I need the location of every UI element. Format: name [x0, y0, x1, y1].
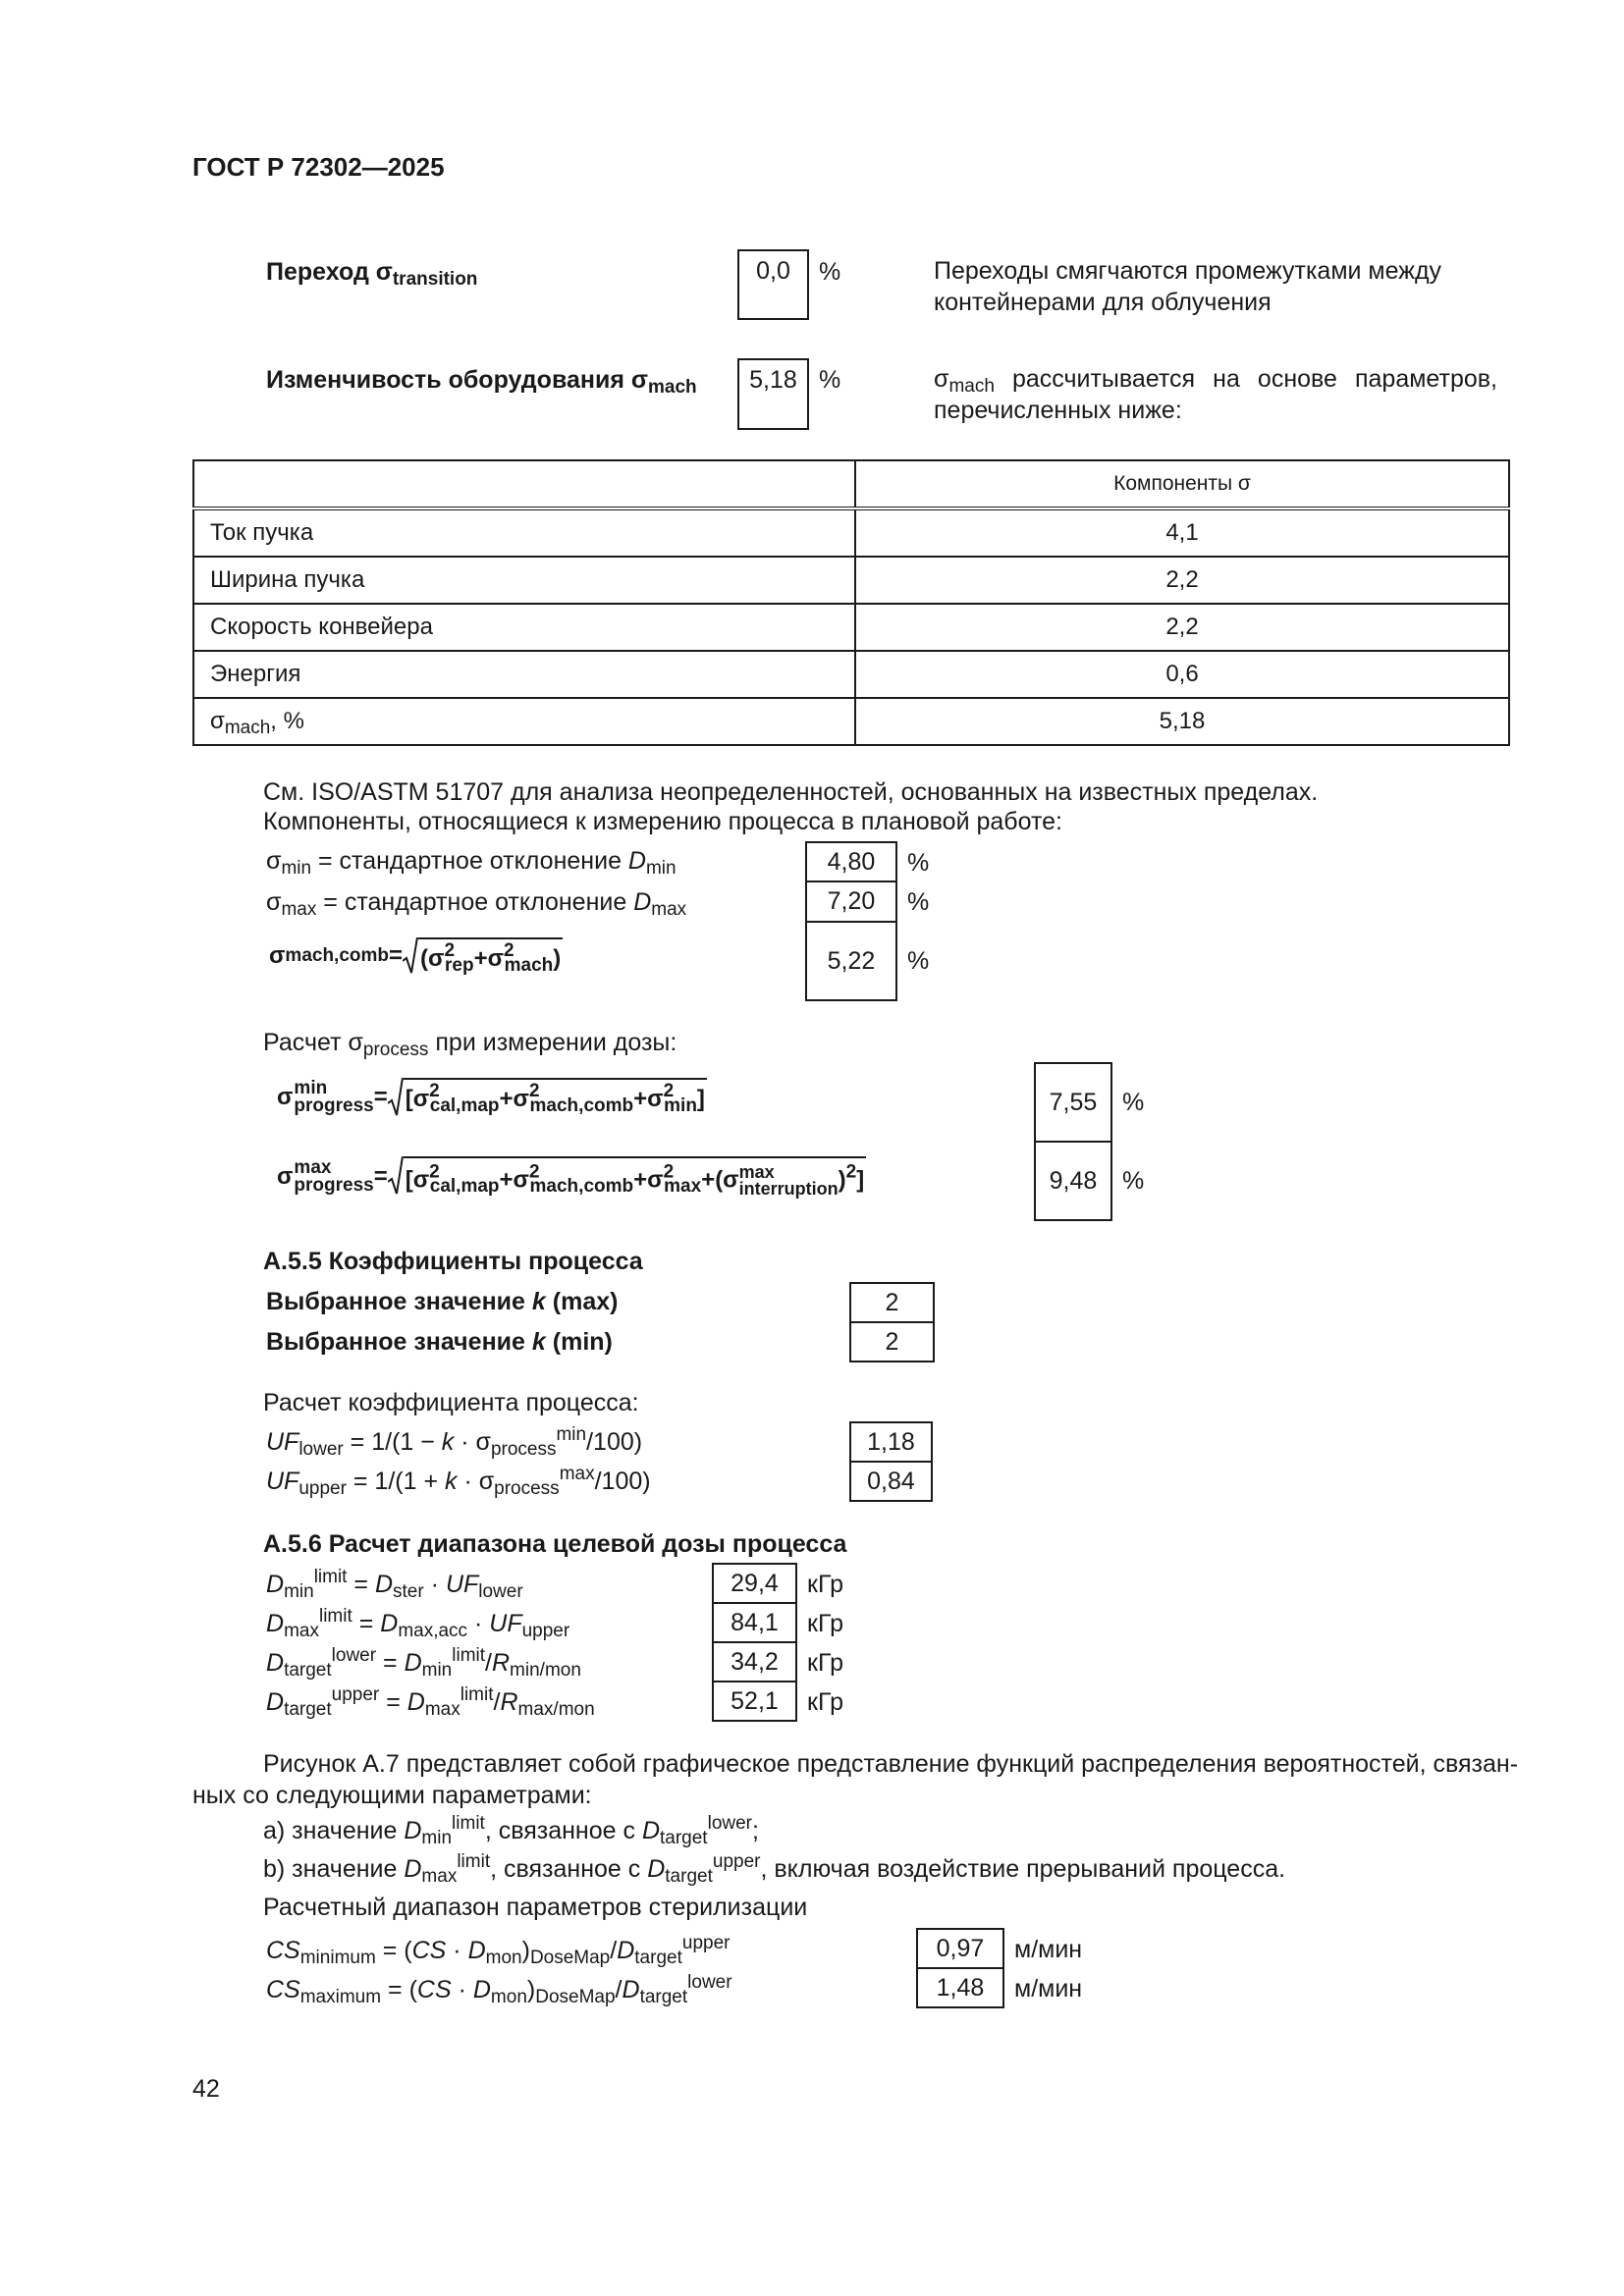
d-min-limit-value-box: 29,4 — [712, 1563, 797, 1604]
components-table — [192, 459, 1510, 746]
item-a: a) значение $D_{min}^{limit}$, связанное с $D_{target}^{lower}$; — [263, 1813, 759, 1848]
d-target-lower-unit: кГр — [807, 1649, 843, 1677]
figure-paragraph-line1: Рисунок А.7 представляет собой графическое представление функций распределения вероятностей, связан- — [263, 1750, 1519, 1778]
section-a55-heading: А.5.5 Коэффициенты процесса — [263, 1248, 643, 1275]
table-row — [193, 651, 1509, 698]
d-target-upper-unit: кГр — [807, 1688, 843, 1716]
d-min-limit-formula: $D_{min}^{limit} = D_{ster} \cdot UF_{lower}$ — [266, 1567, 523, 1602]
progress-min-value-box: 7,55 — [1034, 1062, 1112, 1143]
sigma-min-unit: % — [907, 849, 930, 877]
mach-label: Изменчивость оборудования $\sigma_{mach}$ — [266, 366, 697, 398]
sqrt-icon — [388, 1078, 404, 1117]
table-header-row — [193, 460, 1509, 508]
sigma-max-definition: $\sigma_{max}$ = стандартное отклонение $D_{max}$ — [266, 888, 687, 920]
progress-min-formula: σ min progress = $[\sigma^2_{cal,map}+\sigma^2_{mach,comb}+\sigma^2_{min}]$ — [277, 1078, 705, 1116]
range-title: Расчетный диапазон параметров стерилизации — [263, 1894, 808, 1921]
table-header-components: Компоненты σ — [855, 460, 1509, 508]
components-note: Компоненты, относящиеся к измерению процесса в плановой работе: — [263, 808, 1062, 835]
d-max-limit-value-box: 84,1 — [712, 1602, 797, 1643]
d-target-upper-formula: $D_{target}^{upper} = D_{max}^{limit}/R_{max/mon}$ — [266, 1684, 595, 1720]
uf-upper-formula: $UF_{upper} = 1/(1 + k \cdot \sigma_{process}^{max}/100)$ — [266, 1464, 651, 1499]
d-target-lower-value-box: 34,2 — [712, 1641, 797, 1682]
mach-unit: % — [819, 366, 841, 394]
table-row — [193, 604, 1509, 651]
mach-comb-formula: σ mach,comb = $(\sigma^2_{rep}+\sigma^2_{mach})$ — [269, 937, 563, 975]
d-max-limit-formula: $D_{max}^{limit} = D_{max,acc} \cdot UF_{upper}$ — [266, 1606, 570, 1641]
mach-comb-value-box: 5,22 — [805, 921, 897, 1001]
d-min-limit-unit: кГр — [807, 1571, 843, 1598]
row-value: 2,2 — [855, 604, 1509, 651]
sigma-max-value-box: 7,20 — [805, 881, 897, 923]
k-max-label: Выбранное значение k (max) — [266, 1288, 619, 1315]
sigma-max-unit: % — [907, 888, 930, 916]
table-row — [193, 557, 1509, 604]
d-max-limit-unit: кГр — [807, 1610, 843, 1637]
cs-minimum-formula: $CS_{minimum} = (CS \cdot D_{mon})_{DoseMap}/D_{target}^{upper}$ — [266, 1933, 731, 1968]
transition-value-box: 0,0 — [737, 249, 809, 320]
transition-note: Переходы смягчаются промежутками между контейнерами для облучения — [934, 257, 1442, 316]
uf-upper-value-box: 0,84 — [849, 1461, 933, 1502]
row-label: Ширина пучка — [193, 557, 855, 604]
table-row — [193, 508, 1509, 557]
section-a56-heading: А.5.6 Расчет диапазона целевой дозы процесса — [263, 1530, 847, 1558]
row-label: Ток пучка — [193, 508, 855, 557]
sqrt-icon — [403, 937, 418, 975]
k-min-value-box: 2 — [849, 1321, 935, 1362]
progress-max-formula: σ max progress = [$\sigma^2_{cal,map}+\sigma^2_{mach,comb}+\sigma^2_{max}+(\sigma$ max interruption )$^2$] — [277, 1157, 865, 1199]
mach-comb-unit: % — [907, 947, 930, 975]
cs-maximum-unit: м/мин — [1014, 1975, 1083, 2002]
row-label: Скорость конвейера — [193, 604, 855, 651]
coef-calc-title: Расчет коэффициента процесса: — [263, 1389, 639, 1416]
row-label: Энергия — [193, 651, 855, 698]
transition-label: Переход $\sigma_{transition}$ — [266, 258, 478, 290]
row-label: $\sigma_{mach}$, % — [193, 698, 855, 745]
page-number: 42 — [192, 2075, 220, 2103]
k-max-value-box: 2 — [849, 1282, 935, 1323]
row-value: 0,6 — [855, 651, 1509, 698]
transition-unit: % — [819, 258, 841, 286]
row-value: 2,2 — [855, 557, 1509, 604]
sqrt-icon — [388, 1156, 404, 1196]
sigma-min-value-box: 4,80 — [805, 841, 897, 882]
mach-note: $\sigma_{mach}$ рассчитывается на основе параметров, перечисленных ниже: — [934, 365, 1497, 424]
uf-lower-formula: $UF_{lower} = 1/(1 - k \cdot \sigma_{process}^{min}/100)$ — [266, 1424, 643, 1460]
document-code: ГОСТ Р 72302—2025 — [192, 152, 445, 182]
d-target-upper-value-box: 52,1 — [712, 1681, 797, 1722]
row-value: 4,1 — [855, 508, 1509, 557]
cs-minimum-unit: м/мин — [1014, 1936, 1083, 1963]
table-row-total — [193, 698, 1509, 745]
progress-min-unit: % — [1122, 1089, 1145, 1116]
figure-paragraph-line2: ных со следующими параметрами: — [192, 1782, 592, 1809]
uf-lower-value-box: 1,18 — [849, 1421, 933, 1463]
d-target-lower-formula: $D_{target}^{lower} = D_{min}^{limit}/R_{min/mon}$ — [266, 1645, 581, 1681]
progress-max-unit: % — [1122, 1167, 1145, 1195]
row-value: 5,18 — [855, 698, 1509, 745]
cs-maximum-value-box: 1,48 — [916, 1967, 1004, 2008]
mach-value-box: 5,18 — [737, 358, 809, 430]
iso-note: См. ISO/ASTM 51707 для анализа неопределенностей, основанных на известных пределах. — [263, 778, 1319, 806]
process-calc-title: Расчет $\sigma_{process}$ при измерении дозы: — [263, 1029, 677, 1060]
sigma-min-definition: $\sigma_{min}$ = стандартное отклонение $D_{min}$ — [266, 847, 677, 879]
progress-max-value-box: 9,48 — [1034, 1141, 1112, 1221]
cs-minimum-value-box: 0,97 — [916, 1928, 1004, 1969]
item-b: b) значение $D_{max}^{limit}$, связанное с $D_{target}^{upper}$, включая воздействие прерываний процесса. — [263, 1851, 1286, 1887]
cs-maximum-formula: $CS_{maximum} = (CS \cdot D_{mon})_{DoseMap}/D_{target}^{lower}$ — [266, 1972, 732, 2007]
k-min-label: Выбранное значение k (min) — [266, 1328, 613, 1356]
